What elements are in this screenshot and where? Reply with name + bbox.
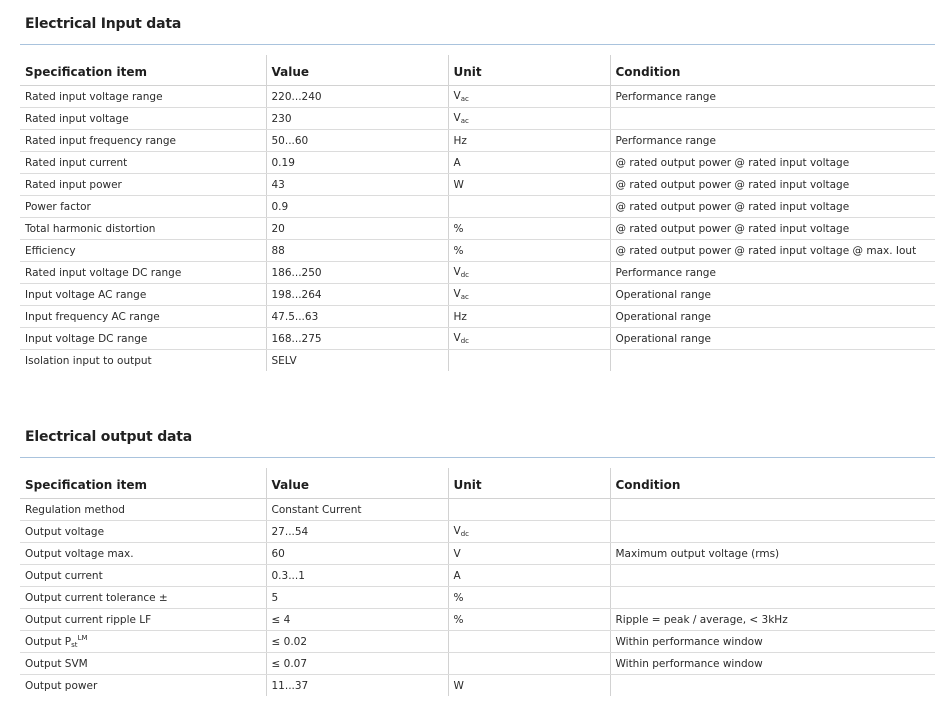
spec-item-cell <box>20 653 266 675</box>
value-cell: 60 <box>266 543 448 565</box>
unit-cell <box>448 350 610 372</box>
value-cell: 0.19 <box>266 152 448 174</box>
spec-item-cell <box>20 587 266 609</box>
spec-item-cell <box>20 240 266 262</box>
condition-cell <box>610 565 935 587</box>
condition-cell: Within performance window <box>610 653 935 675</box>
spec-item-superscript: LM <box>77 634 88 642</box>
table-row <box>20 328 935 350</box>
table-header-row <box>20 55 935 86</box>
spec-item-label: Output P <box>25 636 72 648</box>
unit-subscript: ac <box>460 117 469 125</box>
unit-subscript: dc <box>460 271 469 279</box>
table-header-row <box>20 468 935 499</box>
table-row <box>20 240 935 262</box>
spec-item-label: Output SVM <box>25 657 88 670</box>
spec-item-cell <box>20 306 266 328</box>
spec-item-label: Rated input voltage <box>25 112 129 125</box>
value-cell: 50...60 <box>266 130 448 152</box>
spec-item-label: Input voltage DC range <box>25 332 148 345</box>
unit-symbol: V <box>453 525 461 537</box>
condition-cell: Operational range <box>610 306 935 328</box>
spec-item-cell <box>20 108 266 130</box>
spec-item-label: Rated input frequency range <box>25 134 176 147</box>
table-row <box>20 543 935 565</box>
condition-cell <box>610 675 935 697</box>
column-header: Unit <box>448 55 610 86</box>
unit-symbol: % <box>453 244 464 257</box>
table-row <box>20 218 935 240</box>
table-row <box>20 565 935 587</box>
condition-cell: Operational range <box>610 284 935 306</box>
condition-cell <box>610 587 935 609</box>
spec-item-cell <box>20 262 266 284</box>
value-cell: 230 <box>266 108 448 130</box>
spec-item-label: Efficiency <box>25 244 76 257</box>
value-cell: 220...240 <box>266 86 448 108</box>
condition-cell <box>610 499 935 521</box>
condition-cell: Ripple = peak / average, < 3kHz <box>610 609 935 631</box>
unit-symbol: V <box>453 266 461 278</box>
unit-cell <box>448 609 610 631</box>
spec-item-label: Input voltage AC range <box>25 288 147 301</box>
unit-cell <box>448 328 610 350</box>
spec-table <box>20 468 935 696</box>
unit-symbol: W <box>453 679 464 692</box>
unit-symbol: V <box>453 332 461 344</box>
unit-cell <box>448 262 610 284</box>
unit-symbol: % <box>453 591 464 604</box>
condition-cell: @ rated output power @ rated input voltage <box>610 196 935 218</box>
table-row <box>20 262 935 284</box>
unit-symbol: % <box>453 613 464 626</box>
unit-cell <box>448 108 610 130</box>
unit-subscript: ac <box>460 293 469 301</box>
unit-symbol: A <box>453 156 461 169</box>
condition-cell <box>610 350 935 372</box>
spec-item-cell <box>20 609 266 631</box>
table-row <box>20 521 935 543</box>
unit-cell <box>448 86 610 108</box>
table-row <box>20 609 935 631</box>
spec-item-cell <box>20 130 266 152</box>
spec-table <box>20 55 935 371</box>
value-cell: 20 <box>266 218 448 240</box>
spec-item-label: Output current ripple LF <box>25 613 152 626</box>
condition-cell <box>610 108 935 130</box>
table-row <box>20 653 935 675</box>
unit-subscript: dc <box>460 530 469 538</box>
table-row <box>20 631 935 653</box>
spec-item-subscript: st <box>71 641 78 649</box>
unit-cell <box>448 499 610 521</box>
unit-cell <box>448 196 610 218</box>
condition-cell: @ rated output power @ rated input voltage <box>610 174 935 196</box>
condition-cell: Performance range <box>610 86 935 108</box>
table-row <box>20 306 935 328</box>
table-row <box>20 152 935 174</box>
section-title: Electrical output data <box>20 413 935 458</box>
column-header: Condition <box>610 55 935 86</box>
unit-symbol: V <box>453 288 461 300</box>
spec-item-label: Isolation input to output <box>25 354 152 367</box>
spec-item-cell <box>20 543 266 565</box>
column-header: Specification item <box>20 55 266 86</box>
value-cell: 11...37 <box>266 675 448 697</box>
spec-item-label: Input frequency AC range <box>25 310 160 323</box>
spec-item-label: Output power <box>25 679 98 692</box>
electrical-input-section <box>20 0 935 371</box>
value-cell: 88 <box>266 240 448 262</box>
column-header: Value <box>266 55 448 86</box>
spec-item-label: Output voltage max. <box>25 547 134 560</box>
unit-cell <box>448 284 610 306</box>
unit-cell <box>448 521 610 543</box>
unit-subscript: dc <box>460 337 469 345</box>
table-row <box>20 284 935 306</box>
unit-subscript: ac <box>460 95 469 103</box>
spec-item-label: Output current tolerance ± <box>25 591 168 604</box>
unit-cell <box>448 240 610 262</box>
spec-item-cell <box>20 174 266 196</box>
value-cell: 5 <box>266 587 448 609</box>
value-cell: 47.5...63 <box>266 306 448 328</box>
spec-item-label: Regulation method <box>25 503 125 516</box>
spec-item-label: Rated input current <box>25 156 128 169</box>
unit-cell <box>448 631 610 653</box>
spec-item-cell <box>20 499 266 521</box>
unit-cell <box>448 218 610 240</box>
value-cell: Constant Current <box>266 499 448 521</box>
unit-cell <box>448 306 610 328</box>
section-title: Electrical Input data <box>20 0 935 45</box>
unit-cell <box>448 565 610 587</box>
spec-item-cell <box>20 218 266 240</box>
unit-symbol: A <box>453 569 461 582</box>
electrical-output-section <box>20 413 935 696</box>
unit-symbol: % <box>453 222 464 235</box>
value-cell: ≤ 0.07 <box>266 653 448 675</box>
value-cell: SELV <box>266 350 448 372</box>
table-row <box>20 499 935 521</box>
table-row <box>20 108 935 130</box>
spec-item-label: Rated input voltage DC range <box>25 266 182 279</box>
unit-cell <box>448 152 610 174</box>
spec-item-label: Output voltage <box>25 525 105 538</box>
condition-cell: @ rated output power @ rated input voltage @ max. Iout <box>610 240 935 262</box>
spec-item-label: Output current <box>25 569 103 582</box>
unit-symbol: Hz <box>453 134 467 147</box>
unit-symbol: V <box>453 547 461 560</box>
column-header: Unit <box>448 468 610 499</box>
table-row <box>20 86 935 108</box>
unit-symbol: V <box>453 112 461 124</box>
table-row <box>20 350 935 372</box>
table-row <box>20 130 935 152</box>
column-header: Condition <box>610 468 935 499</box>
condition-cell <box>610 521 935 543</box>
value-cell: 43 <box>266 174 448 196</box>
column-header: Specification item <box>20 468 266 499</box>
unit-symbol: Hz <box>453 310 467 323</box>
table-row <box>20 196 935 218</box>
condition-cell: Performance range <box>610 262 935 284</box>
spec-item-cell <box>20 196 266 218</box>
condition-cell: Maximum output voltage (rms) <box>610 543 935 565</box>
unit-cell <box>448 675 610 697</box>
spec-item-cell <box>20 675 266 697</box>
spec-item-label: Rated input power <box>25 178 122 191</box>
condition-cell: Within performance window <box>610 631 935 653</box>
spec-item-cell <box>20 565 266 587</box>
spec-item-cell <box>20 521 266 543</box>
unit-symbol: V <box>453 90 461 102</box>
unit-cell <box>448 543 610 565</box>
spec-item-cell <box>20 86 266 108</box>
value-cell: 198...264 <box>266 284 448 306</box>
spec-item-label: Total harmonic distortion <box>25 222 156 235</box>
condition-cell: @ rated output power @ rated input voltage <box>610 152 935 174</box>
value-cell: 168...275 <box>266 328 448 350</box>
condition-cell: Operational range <box>610 328 935 350</box>
spec-item-cell <box>20 328 266 350</box>
spec-item-cell <box>20 350 266 372</box>
spec-item-label: Power factor <box>25 200 91 213</box>
value-cell: ≤ 4 <box>266 609 448 631</box>
unit-cell <box>448 174 610 196</box>
spec-item-cell <box>20 631 266 653</box>
unit-cell <box>448 587 610 609</box>
table-row <box>20 675 935 697</box>
unit-symbol: W <box>453 178 464 191</box>
table-row <box>20 174 935 196</box>
value-cell: 0.9 <box>266 196 448 218</box>
column-header: Value <box>266 468 448 499</box>
value-cell: 27...54 <box>266 521 448 543</box>
spec-item-label: Rated input voltage range <box>25 90 163 103</box>
table-row <box>20 587 935 609</box>
value-cell: ≤ 0.02 <box>266 631 448 653</box>
condition-cell: Performance range <box>610 130 935 152</box>
value-cell: 0.3...1 <box>266 565 448 587</box>
unit-cell <box>448 653 610 675</box>
unit-cell <box>448 130 610 152</box>
value-cell: 186...250 <box>266 262 448 284</box>
spec-item-cell <box>20 284 266 306</box>
condition-cell: @ rated output power @ rated input voltage <box>610 218 935 240</box>
spec-item-cell <box>20 152 266 174</box>
